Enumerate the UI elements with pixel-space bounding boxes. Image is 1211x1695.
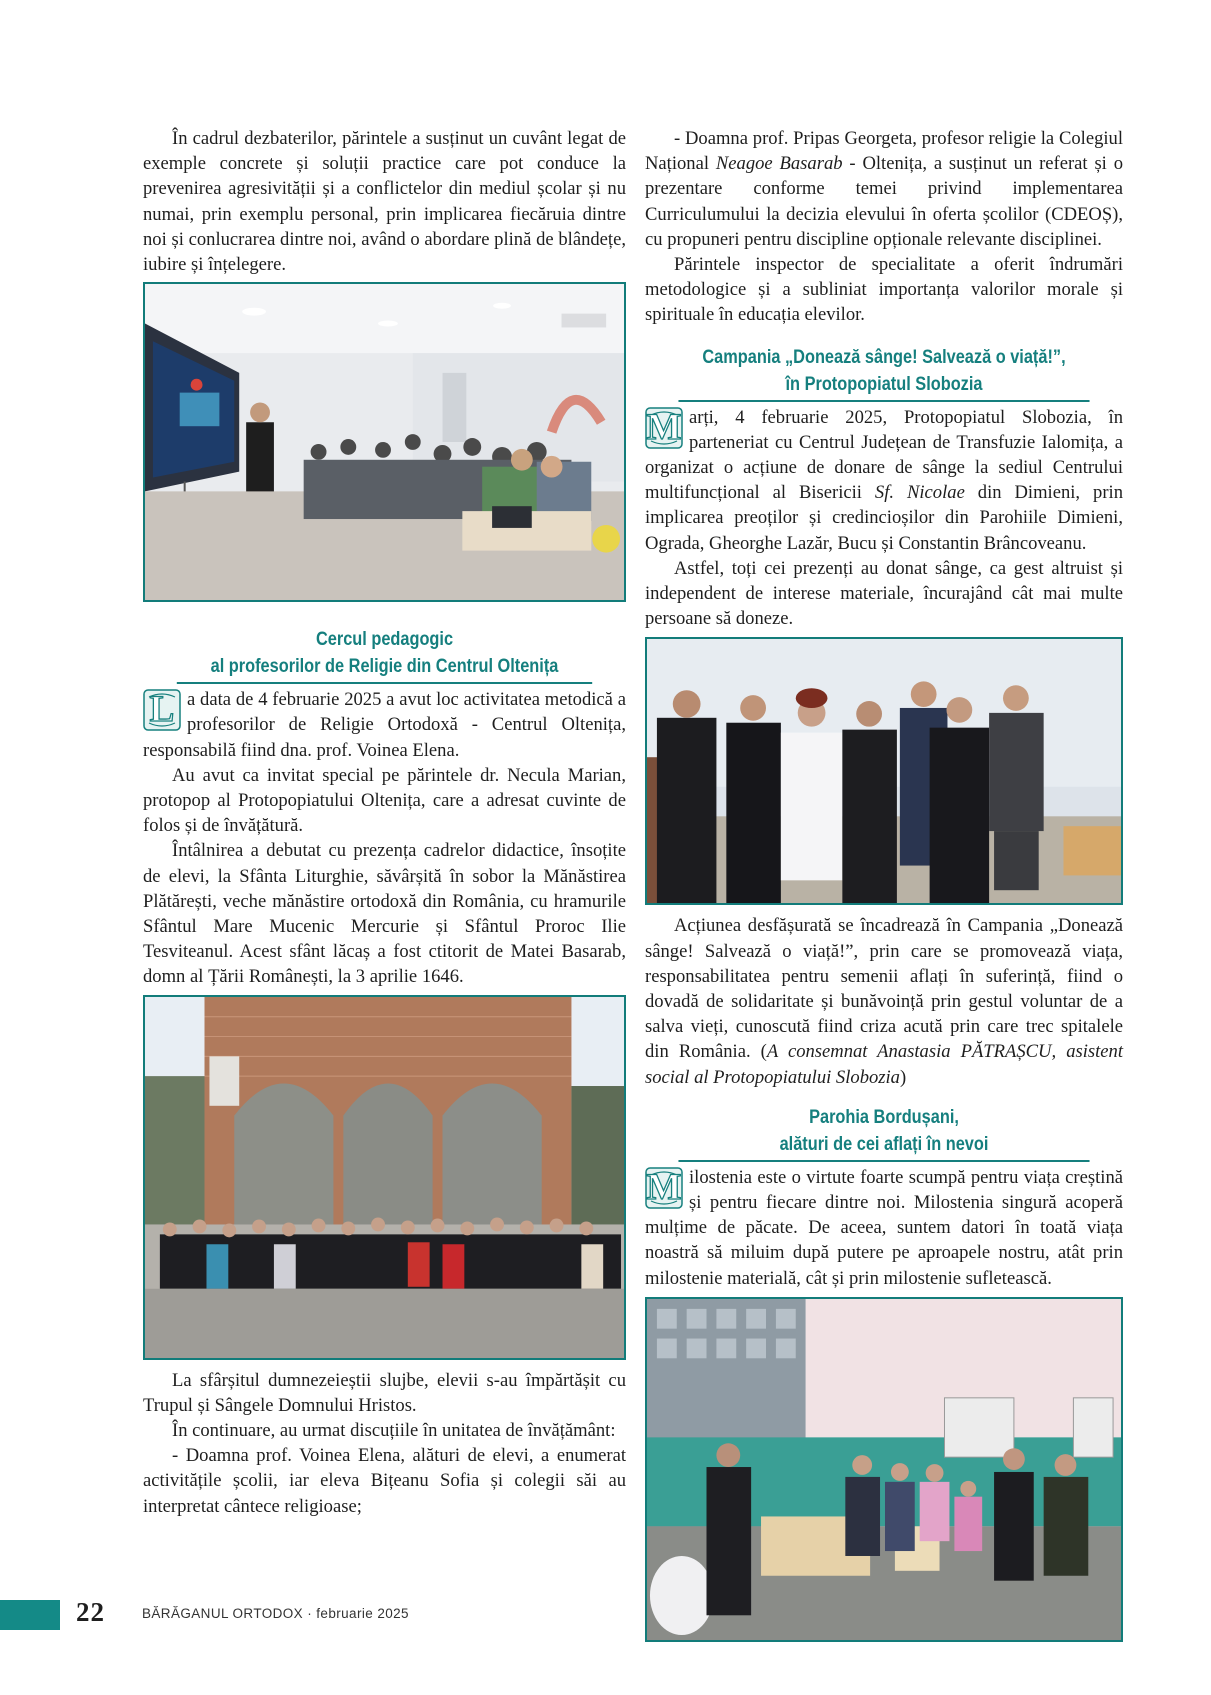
article2-paragraph3	[645, 913, 1123, 1089]
article2-paragraph2: Astfel, toți cei prezenți au donat sânge, ca gest altruist și independent de interese materiale, încurajând cât mai multe persoane să doneze.	[645, 557, 1123, 630]
article3-p1-text: ilostenia este o virtute foarte scumpă pentru viața creștină și pentru fiecare dintre noi. Milostenia singură acoperă mulțime de păcate. De aceea, suntem datori în toată viața noastră să miluim după putere pe aproapele nostru, atât prin milostenie materială, cât și prin milostenie sufletească.	[645, 1166, 1123, 1289]
article1-paragraph4: La sfârșitul dumnezeieștii slujbe, elevii s-au împărtășit cu Trupul și Sângele Domnului Hristos.	[143, 1369, 626, 1416]
article2-p3-text: Acțiunea desfășurată se încadrează în Campania „Donează sânge! Salvează o viață!”, prin care se promovează viața, responsabilitatea pentru semenii aflați în suferință, fiind o dovadă de solidaritate și bunăvoință prin gestul voluntar de a salva vieți, cunoscută fiind criza acută prin care trec spitalele din România. (	[645, 915, 1123, 1063]
footer-accent-bar	[0, 1600, 60, 1630]
heading-cercul-pedagogic	[143, 626, 626, 684]
article2-paragraph1	[645, 405, 1123, 556]
dropcap-ornament-icon	[143, 689, 181, 731]
inspector-paragraph: Părintele inspector de specialitate a oferit îndrumări metodologice și a subliniat importanța valorilor morale și spirituale în educația elevilor.	[645, 254, 1123, 326]
article2-p1-italic: Sf. Nicolae	[874, 482, 965, 504]
monastery-photo-image	[145, 997, 624, 1358]
page-number: 22	[76, 1597, 105, 1627]
heading-parohia-bordusani	[645, 1104, 1123, 1162]
article2-p1-text-b: din Dimieni, prin implicarea preoților și credincioșilor din Parohiile Dimieni, Ograda, Gheorghe Lazăr, Bucu și Constantin Brâncoveanu.	[645, 482, 1123, 554]
charity-photo-image	[647, 1299, 1121, 1640]
dropcap-letter: L	[149, 689, 175, 731]
heading2-line2: în Protopopiatul Slobozia	[785, 373, 983, 395]
photo-monastery-group	[143, 995, 626, 1360]
article1-paragraph1	[143, 687, 626, 763]
photo-conference-room	[143, 282, 626, 602]
heading3-line2: alături de cei aflați în nevoi	[779, 1133, 989, 1155]
footer-publication: BĂRĂGANUL ORTODOX · februarie 2025	[142, 1606, 409, 1621]
pripas-paragraph	[645, 126, 1123, 252]
intro-paragraph: În cadrul dezbaterilor, părintele a susținut un cuvânt legat de exemple concrete și soluții practice care pot conduce la prevenirea agresivității și a conflictelor din mediul școlar și nu numai, prin exemplu personal, prin implicarea fiecăruia dintre noi și conlucrarea dintre noi, având o abordare plină de blândețe, iubire și înțelegere.	[143, 128, 626, 276]
right-column	[645, 126, 1123, 1642]
photo-blood-donation-group	[645, 637, 1123, 905]
article2-p1-text-a: arți, 4 februarie 2025, Protopopiatul Slobozia, în parteneriat cu Centrul Județean de Transfuzie Ialomița, a organizat o acțiune de donare de sânge la sediul Centrului multifuncțional al Bisericii	[645, 406, 1123, 504]
article2-signature: A consemnat Anastasia PĂTRAȘCU, asistent social al Protopopiatului Slobozia	[645, 1041, 1124, 1088]
article1-paragraph2: Au avut ca invitat special pe părintele dr. Necula Marian, protopop al Protopopiatului Oltenița, care a adresat cuvinte de folos și de învățătură.	[143, 764, 626, 837]
heading-campania	[645, 344, 1123, 402]
dropcap-letter: M	[646, 406, 682, 448]
article1-p1-text: a data de 4 februarie 2025 a avut loc activitatea metodică a profesorilor de Religie Ortodoxă - Centrul Oltenița, responsabilă fiind dna. prof. Voinea Elena.	[143, 689, 626, 761]
article1-paragraph6: - Doamna prof. Voinea Elena, alături de elevi, a enumerat activitățile școlii, iar eleva Bițeanu Sofia și colegii săi au interpretat cântece religioase;	[143, 1445, 626, 1517]
conference-photo-image	[145, 284, 624, 600]
left-column	[143, 126, 626, 1519]
article1-paragraph3: Întâlnirea a debutat cu prezența cadrelor didactice, însoțite de elevi, la Sfânta Liturghie, săvârșită în sobor la Mănăstirea Plătărești, veche mănăstire ortodoxă din România, cu hramurile Sfântul Mare Mucenic Mercurie și Sfântul Proroc Ilie Tesviteanul. Acest sfânt lăcaș a fost ctitorit de Matei Basarab, domn al Țării Românești, la 3 aprilie 1646.	[143, 840, 626, 988]
photo-parish-charity	[645, 1297, 1123, 1642]
heading1-line1: Cercul pedagogic	[315, 629, 454, 651]
article1-paragraph5: În continuare, au urmat discuțiile în unitatea de învățământ:	[172, 1420, 616, 1442]
heading1-line2: al profesorilor de Religie din Centrul Oltenița	[210, 656, 559, 678]
article2-close: )	[899, 1066, 907, 1088]
dropcap-ornament-icon	[645, 407, 683, 449]
blood-donation-photo-image	[647, 639, 1121, 903]
article3-paragraph1	[645, 1165, 1123, 1291]
pripas-text-a: - Doamna prof. Pripas Georgeta, profesor religie la Colegiul Național	[645, 128, 1123, 175]
dropcap-ornament-icon	[645, 1167, 683, 1209]
heading3-line1: Parohia Bordușani,	[809, 1106, 959, 1128]
pripas-text-italic: Neagoe Basarab	[715, 153, 843, 175]
pripas-text-b: - Oltenița, a susținut un referat și o prezentare conforme temei privind implementarea Curriculumului la decizia elevului în oferta școlilor (CDEOȘ), cu propuneri pentru discipline opționale relevante disciplinei.	[645, 153, 1123, 250]
heading2-line1: Campania „Donează sânge! Salvează o viață!”,	[702, 346, 1066, 368]
dropcap-letter: M	[646, 1166, 682, 1208]
